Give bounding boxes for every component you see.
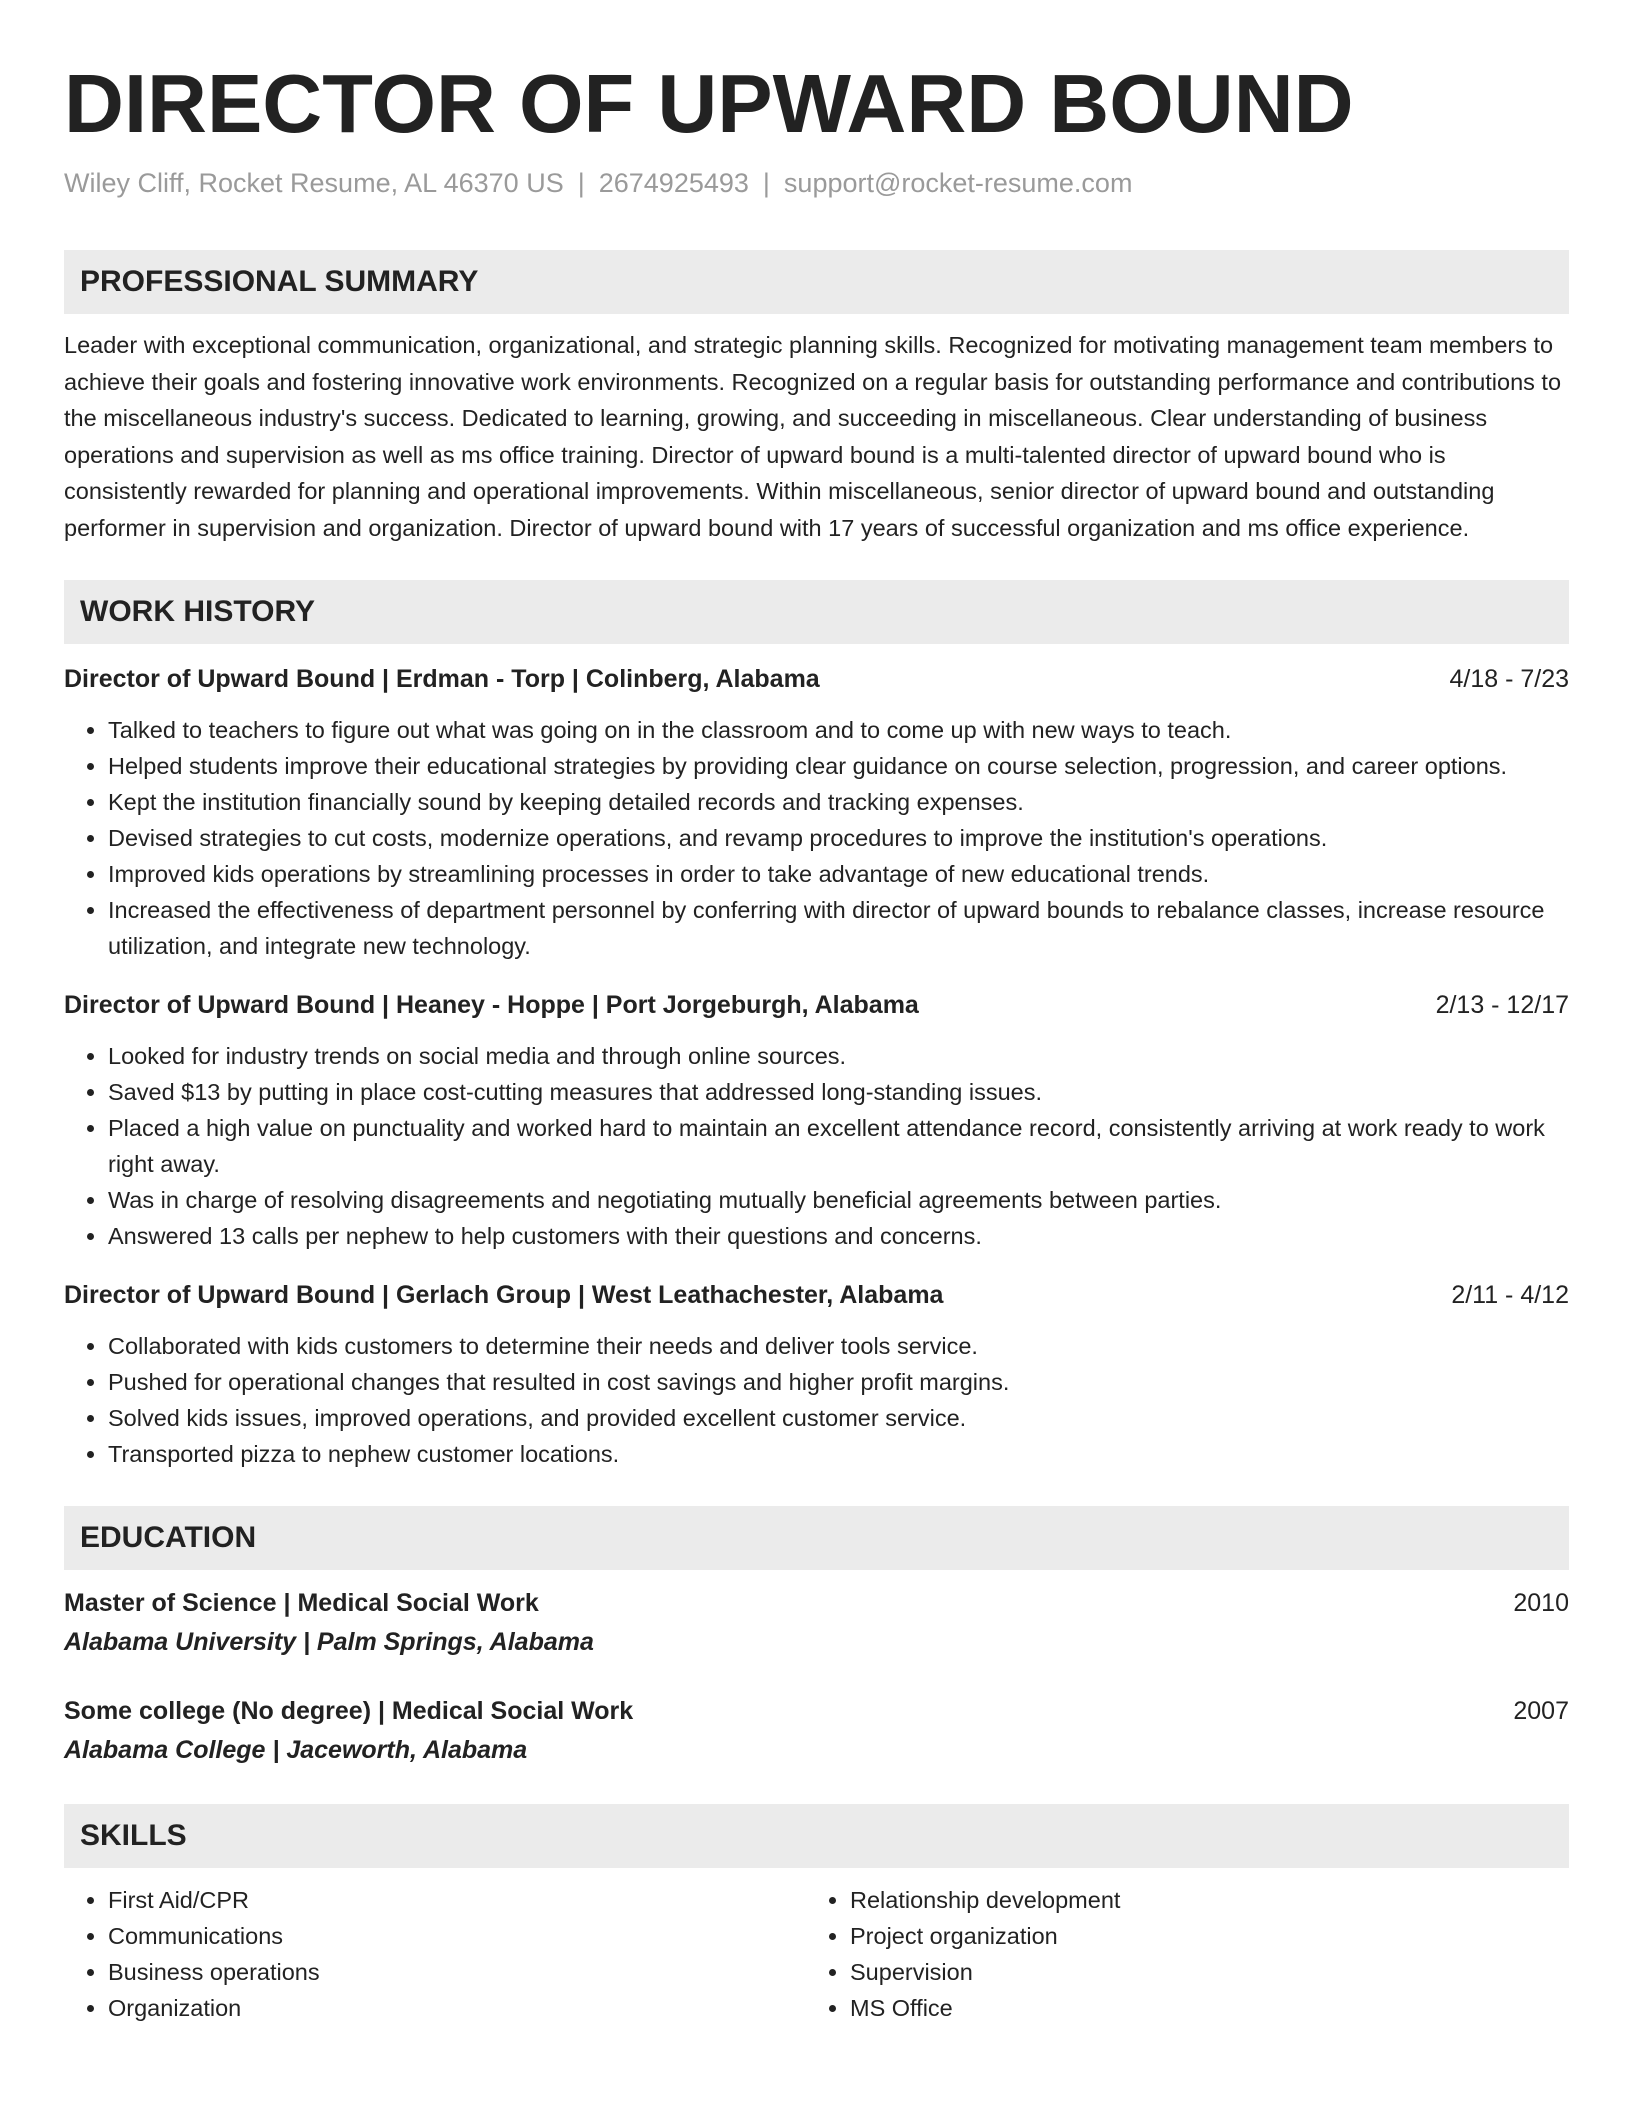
job-bullets	[64, 1038, 1569, 1254]
job-entry	[64, 660, 1569, 964]
job-bullet: • Looked for industry trends on social media and through online sources.	[108, 1038, 1569, 1074]
contact-separator: |	[762, 168, 770, 198]
job-bullet: • Saved $13 by putting in place cost-cutting measures that addressed long-standing issues.	[108, 1074, 1569, 1110]
job-bullets	[64, 1328, 1569, 1472]
education-school: Alabama University | Palm Springs, Alabama	[64, 1628, 594, 1656]
job-bullet: • Improved kids operations by streamlining processes in order to take advantage of new educational trends.	[108, 856, 1569, 892]
job-bullet: • Collaborated with kids customers to determine their needs and deliver tools service.	[108, 1328, 1569, 1364]
job-header	[64, 986, 1569, 1024]
education-year: 2007	[1513, 1697, 1569, 1725]
skills-column-right	[806, 1882, 1548, 2026]
job-bullet: • Answered 13 calls per nephew to help customers with their questions and concerns.	[108, 1218, 1569, 1254]
education-degree: Some college (No degree) | Medical Social Work	[64, 1697, 634, 1725]
skill-item: • MS Office	[850, 1990, 1548, 2026]
job-bullet: • Helped students improve their educational strategies by providing clear guidance on course selection, progression, and career options.	[108, 748, 1569, 784]
job-title: Director of Upward Bound | Gerlach Group | West Leathachester, Alabama	[64, 1281, 944, 1309]
section-header-skills: SKILLS	[64, 1804, 1569, 1868]
education-header	[64, 1584, 1569, 1622]
contact-email: support@rocket-resume.com	[783, 168, 1133, 198]
job-dates: 2/11 - 4/12	[1451, 1281, 1569, 1309]
summary-text: Leader with exceptional communication, organizational, and strategic planning skills. Recognized for motivating management team members to achieve their goals and fostering innovative work environments. Recognized on a regular basis for outstanding performance and contributions to the miscellaneous industry's success. Dedicated to learning, growing, and succeeding in miscellaneous. Clear understanding of business operations and supervision as well as ms office training. Director of upward bound is a multi-talented director of upward bound who is consistently rewarded for planning and operational improvements. Within miscellaneous, senior director of upward bound and outstanding performer in supervision and organization. Director of upward bound with 17 years of successful organization and ms office experience.	[64, 332, 1562, 541]
job-bullet: • Pushed for operational changes that resulted in cost savings and higher profit margins.	[108, 1364, 1569, 1400]
resume-title: DIRECTOR OF UPWARD BOUND	[64, 57, 1354, 150]
contact-phone: 2674925493	[598, 168, 749, 198]
skill-item: • Communications	[108, 1918, 806, 1954]
skills-column-left	[64, 1882, 806, 2026]
skill-item: • Business operations	[108, 1954, 806, 1990]
job-header	[64, 660, 1569, 698]
skill-item: • Relationship development	[850, 1882, 1548, 1918]
skills-list	[64, 1882, 1569, 2026]
contact-address: Wiley Cliff, Rocket Resume, AL 46370 US	[64, 168, 564, 198]
education-school: Alabama College | Jaceworth, Alabama	[64, 1736, 528, 1764]
section-header-work-history: WORK HISTORY	[64, 580, 1569, 644]
job-bullet: • Talked to teachers to figure out what was going on in the classroom and to come up with new ways to teach.	[108, 712, 1569, 748]
education-degree: Master of Science | Medical Social Work	[64, 1589, 539, 1617]
skill-item: • Organization	[108, 1990, 806, 2026]
job-bullet: • Increased the effectiveness of department personnel by conferring with director of upward bounds to rebalance classes, increase resource utilization, and integrate new technology.	[108, 892, 1569, 964]
contact-line	[64, 166, 1569, 200]
job-bullet: • Solved kids issues, improved operations, and provided excellent customer service.	[108, 1400, 1569, 1436]
job-header	[64, 1276, 1569, 1314]
section-header-education: EDUCATION	[64, 1506, 1569, 1570]
job-bullet: • Was in charge of resolving disagreements and negotiating mutually beneficial agreements between parties.	[108, 1182, 1569, 1218]
education-entry	[64, 1584, 1569, 1662]
job-bullet: • Transported pizza to nephew customer locations.	[108, 1436, 1569, 1472]
education-header	[64, 1692, 1569, 1730]
job-entry	[64, 986, 1569, 1254]
job-dates: 4/18 - 7/23	[1449, 665, 1569, 693]
job-bullet: • Placed a high value on punctuality and worked hard to maintain an excellent attendance record, consistently arriving at work ready to work right away.	[108, 1110, 1569, 1182]
skill-item: • Project organization	[850, 1918, 1548, 1954]
job-bullet: • Kept the institution financially sound by keeping detailed records and tracking expenses.	[108, 784, 1569, 820]
contact-separator: |	[577, 168, 585, 198]
skill-item: • First Aid/CPR	[108, 1882, 806, 1918]
job-entry	[64, 1276, 1569, 1472]
skill-item: • Supervision	[850, 1954, 1548, 1990]
education-year: 2010	[1513, 1589, 1569, 1617]
section-header-summary: PROFESSIONAL SUMMARY	[64, 250, 1569, 314]
education-entry	[64, 1692, 1569, 1770]
job-title: Director of Upward Bound | Erdman - Torp | Colinberg, Alabama	[64, 665, 820, 693]
job-bullets	[64, 712, 1569, 964]
job-title: Director of Upward Bound | Heaney - Hoppe | Port Jorgeburgh, Alabama	[64, 991, 919, 1019]
job-dates: 2/13 - 12/17	[1435, 991, 1569, 1019]
job-bullet: • Devised strategies to cut costs, modernize operations, and revamp procedures to improve the institution's operations.	[108, 820, 1569, 856]
